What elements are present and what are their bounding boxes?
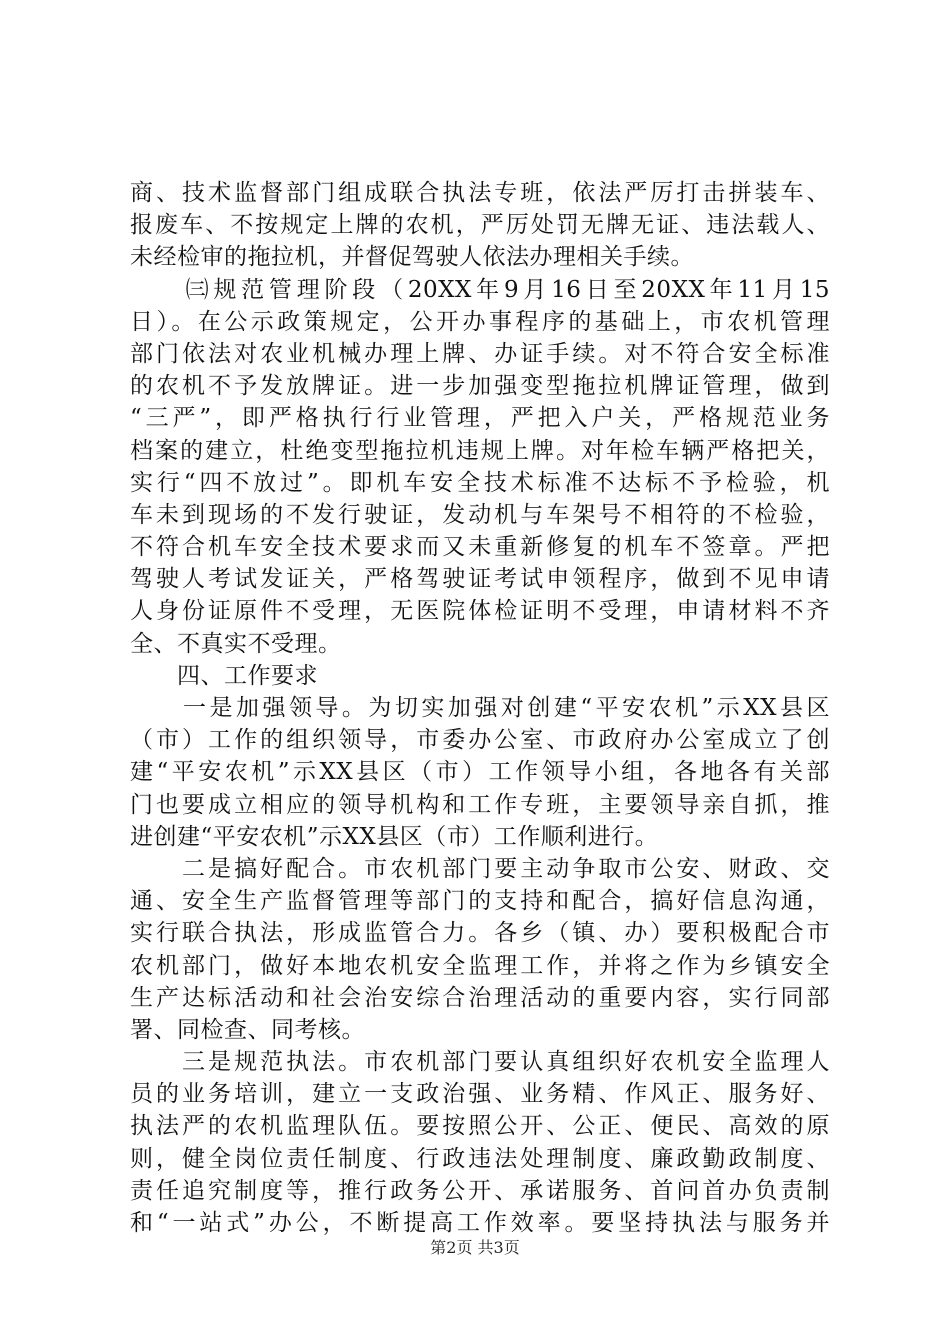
text-line: 部门依法对农业机械办理上牌、办证手续。对不符合安全标准	[130, 340, 830, 367]
text-line: 车未到现场的不发行驶证，发动机与车架号不相符的不检验，	[130, 501, 830, 528]
text-line: 建“平安农机”示XX县区（市）工作领导小组，各地各有关部	[130, 759, 830, 786]
text-line: 商、技术监督部门组成联合执法专班，依法严厉打击拼装车、	[130, 180, 830, 206]
text-line: 报废车、不按规定上牌的农机，严厉处罚无牌无证、违法载人、	[130, 212, 830, 239]
document-body	[130, 177, 830, 1239]
text-line: 全、不真实不受理。	[130, 630, 342, 657]
text-line: 生产达标活动和社会治安综合治理活动的重要内容，实行同部	[130, 984, 830, 1011]
text-line: 员的业务培训，建立一支政治强、业务精、作风正、服务好、	[130, 1081, 830, 1108]
page-footer: 第2页 共3页	[430, 1238, 520, 1257]
text-line: 档案的建立，杜绝变型拖拉机违规上牌。对年检车辆严格把关，	[130, 437, 830, 464]
text-line: 日）。在公示政策规定，公开办事程序的基础上，市农机管理	[130, 308, 830, 335]
text-line: 驾驶人考试发证关，严格驾驶证考试申领程序，做到不见申请	[130, 566, 830, 593]
text-line: 责任追究制度等，推行政务公开、承诺服务、首问首办负责制	[130, 1177, 830, 1204]
text-line: 农机部门，做好本地农机安全监理工作，并将之作为乡镇安全	[130, 952, 830, 979]
text-line: 三是规范执法。市农机部门要认真组织好农机安全监理人	[130, 1049, 830, 1076]
text-line: 实行“四不放过”。即机车安全技术标准不达标不予检验，机	[130, 469, 830, 496]
text-line: 人身份证原件不受理，无医院体检证明不受理，申请材料不齐	[130, 598, 830, 625]
text-line: 未经检审的拖拉机，并督促驾驶人依法办理相关手续。	[130, 244, 694, 271]
text-line: 的农机不予发放牌证。进一步加强变型拖拉机牌证管理，做到	[130, 373, 830, 400]
text-line: 二是搞好配合。市农机部门要主动争取市公安、财政、交	[130, 855, 830, 882]
text-line: 实行联合执法，形成监管合力。各乡（镇、办）要积极配合市	[130, 920, 830, 947]
text-line: 则，健全岗位责任制度、行政违法处理制度、廉政勤政制度、	[130, 1145, 830, 1172]
text-line: 一是加强领导。为切实加强对创建“平安农机”示XX县区	[130, 695, 830, 721]
text-line: ㈢规范管理阶段（20XX年9月16日至20XX年11月15	[130, 276, 830, 303]
text-line: 进创建“平安农机”示XX县区（市）工作顺利进行。	[130, 823, 659, 850]
text-line: （市）工作的组织领导，市委办公室、市政府办公室成立了创	[130, 727, 830, 754]
text-line: 和“一站式”办公，不断提高工作效率。要坚持执法与服务并	[130, 1210, 830, 1236]
text-line: 不符合机车安全技术要求而又未重新修复的机车不签章。严把	[130, 534, 830, 561]
text-line: 执法严的农机监理队伍。要按照公开、公正、便民、高效的原	[130, 1113, 830, 1140]
text-line: 署、同检查、同考核。	[130, 1016, 365, 1043]
text-line: “三严”，即严格执行行业管理，严把入户关，严格规范业务	[130, 405, 830, 432]
text-line: 四、工作要求	[130, 662, 318, 689]
text-line: 门也要成立相应的领导机构和工作专班，主要领导亲自抓，推	[130, 791, 830, 818]
text-line: 通、安全生产监督管理等部门的支持和配合，搞好信息沟通，	[130, 888, 830, 915]
